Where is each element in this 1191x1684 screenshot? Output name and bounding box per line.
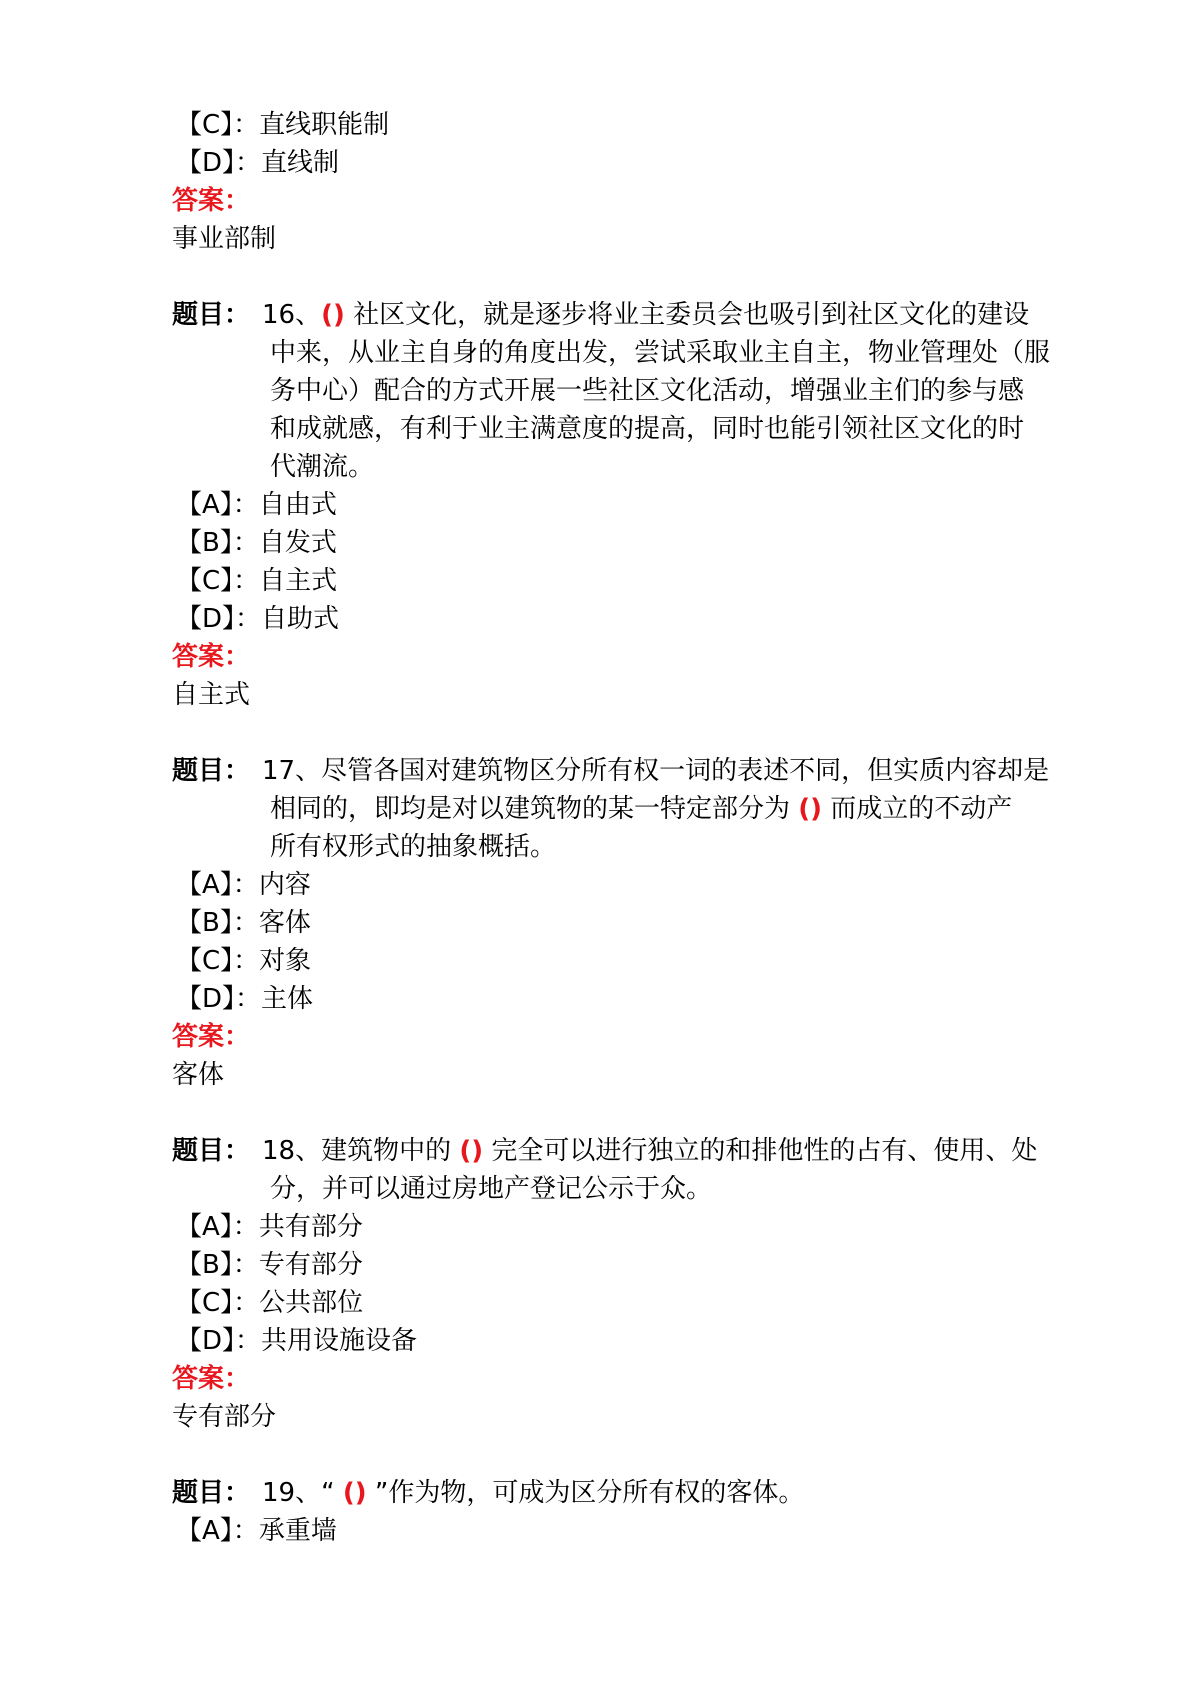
question-16 bbox=[172, 296, 1092, 714]
option-c: 【C】：直线职能制 bbox=[176, 110, 390, 140]
option-b: 【B】：客体 bbox=[176, 908, 311, 938]
option-a: 【A】：承重墙 bbox=[176, 1516, 337, 1546]
option-a: 【A】：共有部分 bbox=[176, 1212, 363, 1242]
option-b: 【B】：自发式 bbox=[176, 528, 337, 558]
answer-label: 答案： bbox=[172, 642, 251, 672]
option-c: 【C】：自主式 bbox=[176, 566, 338, 596]
answer-text: 事业部制 bbox=[172, 224, 277, 254]
question-19 bbox=[172, 1474, 1092, 1550]
answer-label: 答案： bbox=[172, 1022, 251, 1052]
answer-text: 客体 bbox=[172, 1060, 225, 1090]
option-d: 【D】：自助式 bbox=[176, 604, 340, 634]
option-a: 【A】：自由式 bbox=[176, 490, 337, 520]
option-d: 【D】：共用设施设备 bbox=[176, 1326, 418, 1356]
option-d: 【D】：主体 bbox=[176, 984, 314, 1014]
option-d: 【D】：直线制 bbox=[176, 148, 340, 178]
option-c: 【C】：公共部位 bbox=[176, 1288, 364, 1318]
question-text: 17、尽管各国对建筑物区分所有权一词的表述不同，但实质内容却是 相同的，即均是对以建筑物的某一特定部分为 () 而成立的不动产 所有权形式的抽象概括。 bbox=[262, 756, 1050, 862]
question-text: 19、“ () ”作为物，可成为区分所有权的客体。 bbox=[262, 1478, 805, 1508]
prev-question-tail bbox=[172, 106, 1092, 258]
answer-text: 自主式 bbox=[172, 680, 251, 710]
question-text: 16、() 社区文化，就是逐步将业主委员会也吸引到社区文化的建设 中来，从业主自身的角度出发，尝试采取业主自主，物业管理处（服 务中心）配合的方式开展一些社区文化活动，增强业主们的参与感 和成就感，有利于业主满意度的提高，同时也能引领社区文化的时 代潮流。 bbox=[262, 300, 1051, 482]
answer-label: 答案： bbox=[172, 186, 251, 216]
answer-label: 答案： bbox=[172, 1364, 251, 1394]
document-page bbox=[172, 106, 1092, 1550]
blank-parentheses: () bbox=[798, 794, 823, 824]
blank-parentheses: () bbox=[321, 300, 345, 330]
question-text: 18、建筑物中的 () 完全可以进行独立的和排他性的占有、使用、处 分，并可以通过房地产登记公示于众。 bbox=[262, 1136, 1038, 1204]
question-label: 题目： bbox=[172, 756, 251, 786]
question-17 bbox=[172, 752, 1092, 1094]
option-c: 【C】：对象 bbox=[176, 946, 312, 976]
option-b: 【B】：专有部分 bbox=[176, 1250, 363, 1280]
question-label: 题目： bbox=[172, 1136, 251, 1166]
question-label: 题目： bbox=[172, 1478, 251, 1508]
question-label: 题目： bbox=[172, 300, 251, 330]
option-a: 【A】：内容 bbox=[176, 870, 311, 900]
question-18 bbox=[172, 1132, 1092, 1436]
blank-parentheses: () bbox=[459, 1136, 484, 1166]
blank-parentheses: () bbox=[342, 1478, 367, 1508]
answer-text: 专有部分 bbox=[172, 1402, 277, 1432]
